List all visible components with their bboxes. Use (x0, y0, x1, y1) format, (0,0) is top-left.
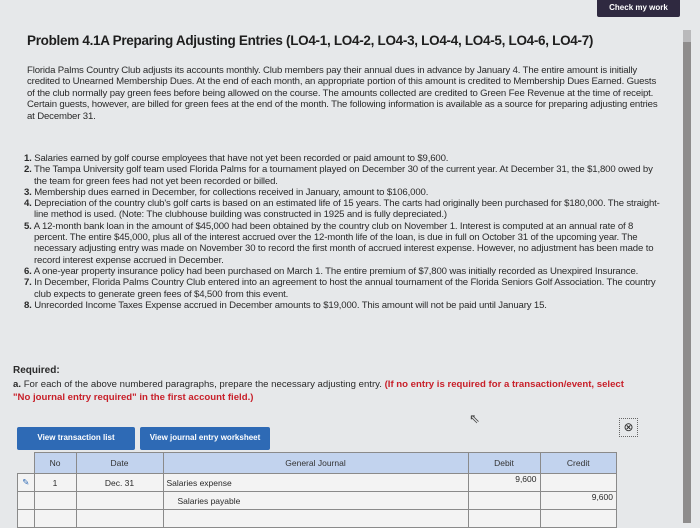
edit-cell (18, 492, 35, 510)
table-header-row (18, 453, 617, 474)
list-item: 3. Membership dues earned in December, for collections received in January, amount to $106,000. (24, 186, 429, 198)
debit-field[interactable]: 9,600 (468, 474, 540, 492)
header-no: No (34, 453, 76, 474)
instruction-note: (If no entry is required for a transaction/event, select "No journal entry required" in the first account field.) (13, 379, 624, 403)
mouse-cursor-icon: ⇖ (469, 411, 480, 426)
scrollbar-thumb[interactable] (683, 42, 691, 523)
table-row (18, 510, 617, 528)
header-date: Date (76, 453, 163, 474)
journal-table (17, 452, 617, 528)
credit-field[interactable] (540, 474, 617, 492)
entry-date[interactable]: Dec. 31 (76, 474, 163, 492)
list-item: 5. A 12-month bank loan in the amount of $45,000 had been obtained by the country club on November 1. Interest is computed at an annual rate of 8 percent. The entire $45,000, plus all of the interest accrued over the 12-month life of the loan, is due in full on October 31 of the upcoming year. The necessary adjusting entry was made on November 30 to record the first month of accrued interest expense. However, no adjustment has been made to record interest expense accrued in December. (24, 220, 654, 266)
entry-date[interactable] (76, 492, 163, 510)
list-item: 1. Salaries earned by golf course employees that have not yet been recorded or paid amount to $9,600. (24, 153, 449, 164)
entry-no: 1 (34, 474, 76, 492)
edit-pencil-icon[interactable]: ✎ (18, 474, 35, 492)
debit-field[interactable] (468, 510, 540, 528)
edit-column-header (18, 453, 35, 474)
view-journal-entry-worksheet-button[interactable]: View journal entry worksheet (140, 427, 270, 450)
table-row (18, 474, 617, 492)
entry-no (34, 492, 76, 510)
list-item: 8. Unrecorded Income Taxes Expense accrued in December amounts to $19,000. This amount will not be paid until January 15. (24, 299, 547, 311)
edit-cell (18, 510, 35, 528)
list-item: 2. The Tampa University golf team used Florida Palms for a tournament played on December 30 of the current year. At December 31, the $1,800 owed by the team for green fees had not yet been recorded or billed. (24, 164, 653, 187)
debit-field[interactable] (468, 492, 540, 510)
account-field[interactable]: Salaries expense (163, 474, 468, 492)
adjustment-list (24, 153, 664, 311)
view-transaction-list-button[interactable]: View transaction list (17, 427, 135, 450)
account-field[interactable] (163, 510, 468, 528)
header-debit: Debit (468, 453, 540, 474)
credit-field[interactable]: 9,600 (540, 492, 617, 510)
required-instruction: a. For each of the above numbered paragraphs, prepare the necessary adjusting entry. (If no entry is required for a transaction/event, select "No journal entry required" in the first account field.) (13, 379, 624, 403)
list-item: 7. In December, Florida Palms Country Club entered into an agreement to host the annual tournament of the Florida Seniors Golf Association. The country club expects to generate green fees of $4,500 from this event. (24, 277, 656, 300)
entry-date[interactable] (76, 510, 163, 528)
list-item: 6. A one-year property insurance policy had been purchased on March 1. The entire premium of $7,800 was initially recorded as Unexpired Insurance. (24, 265, 639, 277)
list-item: 4. Depreciation of the country club's golf carts is based on an estimated life of 15 years. The carts had originally been purchased for $180,000. The straight-line method is used. (Note: The clubhouse building was constructed in 1925 and is fully depreciated.) (24, 198, 660, 221)
table-row (18, 492, 617, 510)
problem-intro: Florida Palms Country Club adjusts its accounts monthly. Club members pay their annual dues in advance by January 4. The entire amount is initially credited to Unearned Membership Dues. At the end of each month, an appropriate portion of this amount is credited to Membership Dues Earned. Guests of the club normally pay green fees before being allowed on the course. The amounts collected are credited to Green Fee Revenue at the time of receipt. Certain guests, however, are billed for green fees at the end of the month. The following information is available as a source for preparing adjusting entries at December 31. (27, 65, 658, 122)
credit-field[interactable] (540, 510, 617, 528)
close-circle-icon[interactable]: ⊗ (619, 418, 638, 437)
required-heading: Required: (13, 365, 60, 376)
header-general-journal: General Journal (163, 453, 468, 474)
problem-title: Problem 4.1A Preparing Adjusting Entries (LO4-1, LO4-2, LO4-3, LO4-4, LO4-5, LO4-6, LO4-7) (27, 33, 594, 48)
entry-no (34, 510, 76, 528)
check-my-work-button[interactable]: Check my work (597, 0, 680, 17)
header-credit: Credit (540, 453, 617, 474)
account-field[interactable]: Salaries payable (163, 492, 468, 510)
